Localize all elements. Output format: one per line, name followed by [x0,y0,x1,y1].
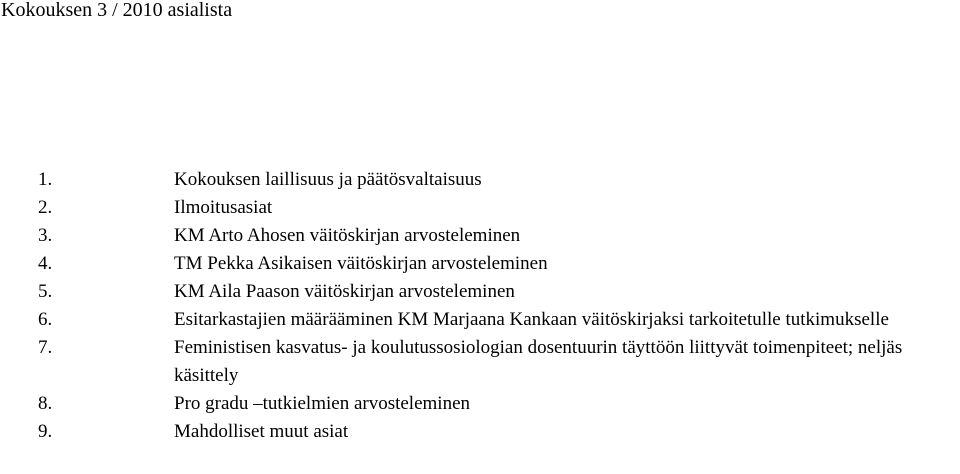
agenda-item-number: 1. [38,169,53,190]
agenda-item-text: Kokouksen laillisuus ja päätösvaltaisuus [174,169,482,190]
agenda-item [38,222,960,250]
agenda-item-number: 4. [38,253,53,274]
agenda-item-text: Esitarkastajien määrääminen KM Marjaana Kankaan väitöskirjaksi tarkoitetulle tutkimukselle [174,309,889,330]
agenda-item [38,334,960,390]
agenda-item [38,166,960,194]
agenda-item [38,194,960,222]
agenda-item [38,278,960,306]
agenda-item [38,390,960,418]
agenda-item [38,250,960,278]
agenda-item [38,418,960,446]
agenda-item-number: 8. [38,393,53,414]
agenda-item-number: 2. [38,197,53,218]
agenda-item-text: Ilmoitusasiat [174,197,273,218]
agenda-item-text: Mahdolliset muut asiat [174,421,349,442]
agenda-item-text: Pro gradu –tutkielmien arvosteleminen [174,393,471,414]
agenda-item [38,306,960,334]
agenda-item-number: 7. [38,337,53,358]
agenda-list [38,166,960,446]
document-title: Kokouksen 3 / 2010 asialista [1,0,233,21]
agenda-item-number: 5. [38,281,53,302]
agenda-item-number: 3. [38,225,53,246]
agenda-item-number: 6. [38,309,53,330]
agenda-item-text: Feministisen kasvatus- ja koulutussosiologian dosentuurin täyttöön liittyvät toimenpiteet; neljäs käsittely [174,337,903,386]
agenda-item-number: 9. [38,421,53,442]
agenda-item-text: KM Arto Ahosen väitöskirjan arvosteleminen [174,225,521,246]
agenda-item-text: TM Pekka Asikaisen väitöskirjan arvosteleminen [174,253,548,274]
agenda-item-text: KM Aila Paason väitöskirjan arvosteleminen [174,281,515,302]
